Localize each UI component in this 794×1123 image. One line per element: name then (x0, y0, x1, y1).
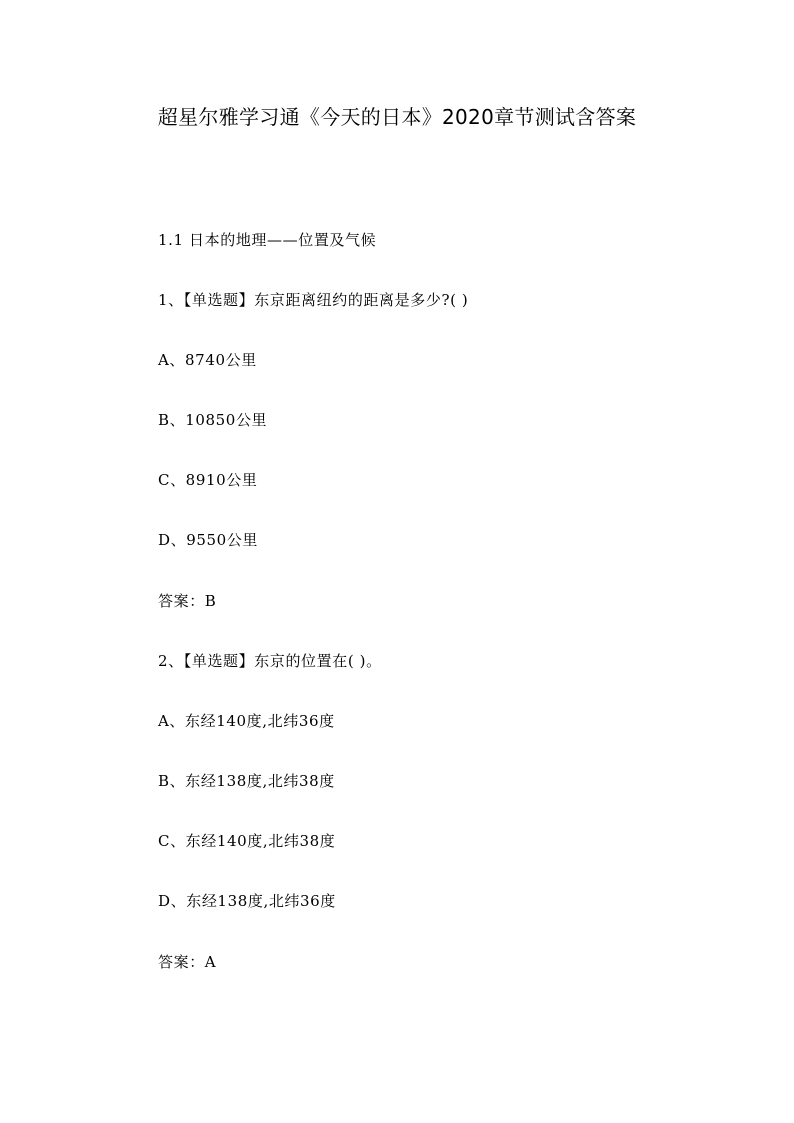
question-2-option-d: D、东经138度,北纬36度 (158, 892, 336, 910)
question-2-stem: 2、【单选题】东京的位置在( )。 (158, 652, 382, 670)
question-2-answer: 答案：A (158, 953, 217, 971)
question-2-option-a: A、东经140度,北纬36度 (158, 712, 335, 730)
question-1-option-c: C、8910公里 (158, 471, 258, 489)
question-2-option-c: C、东经140度,北纬38度 (158, 832, 336, 850)
question-1-option-d: D、9550公里 (158, 531, 259, 549)
question-1-option-a: A、8740公里 (158, 351, 257, 369)
document-title: 超星尔雅学习通《今天的日本》2020章节测试含答案 (157, 105, 637, 129)
question-1-option-b: B、10850公里 (158, 411, 268, 429)
question-2-option-b: B、东经138度,北纬38度 (158, 772, 335, 790)
question-1-answer: 答案：B (158, 592, 217, 610)
question-1-stem: 1、【单选题】东京距离纽约的距离是多少?( ) (158, 291, 469, 309)
section-heading: 1.1 日本的地理——位置及气候 (158, 231, 377, 249)
